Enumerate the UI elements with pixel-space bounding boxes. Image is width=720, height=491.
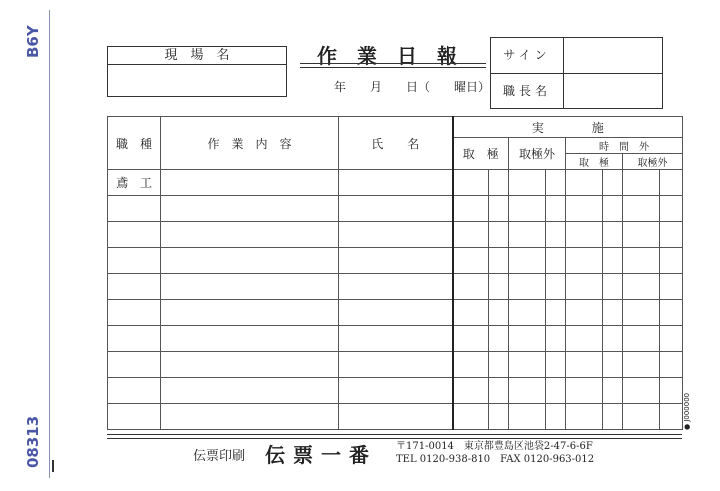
header-ot-take: 取 極 bbox=[566, 154, 623, 170]
table-cell[interactable] bbox=[339, 248, 453, 274]
table-cell[interactable] bbox=[489, 248, 509, 274]
table-cell[interactable] bbox=[603, 196, 623, 222]
table-cell[interactable] bbox=[489, 274, 509, 300]
table-cell[interactable] bbox=[546, 326, 566, 352]
table-cell[interactable] bbox=[603, 404, 623, 430]
table-cell[interactable] bbox=[546, 170, 566, 196]
table-cell[interactable] bbox=[546, 222, 566, 248]
table-cell[interactable] bbox=[660, 170, 683, 196]
footer-rule bbox=[107, 434, 682, 439]
margin-line bbox=[49, 10, 50, 478]
table-cell[interactable] bbox=[546, 248, 566, 274]
table-cell[interactable] bbox=[623, 378, 660, 404]
table-row bbox=[108, 196, 683, 222]
header-actual: 実 施 bbox=[453, 117, 683, 138]
table-cell[interactable] bbox=[660, 352, 683, 378]
date-line: 年 月 日（ 曜日） bbox=[334, 80, 491, 94]
table-cell[interactable] bbox=[108, 222, 161, 248]
table-cell[interactable] bbox=[566, 352, 603, 378]
header-name: 氏 名 bbox=[339, 117, 453, 170]
table-cell[interactable] bbox=[161, 300, 339, 326]
table-cell[interactable] bbox=[546, 196, 566, 222]
foreman-label: 職長名 bbox=[491, 74, 564, 109]
table-cell[interactable] bbox=[603, 326, 623, 352]
table-cell[interactable] bbox=[660, 274, 683, 300]
table-cell[interactable] bbox=[660, 196, 683, 222]
table-cell[interactable] bbox=[453, 170, 489, 196]
table-cell[interactable] bbox=[339, 378, 453, 404]
site-name-label: 現 場 名 bbox=[108, 47, 286, 65]
table-cell[interactable] bbox=[623, 300, 660, 326]
table-cell[interactable] bbox=[509, 352, 546, 378]
table-cell[interactable] bbox=[509, 404, 546, 430]
table-cell[interactable] bbox=[603, 248, 623, 274]
table-cell[interactable] bbox=[339, 300, 453, 326]
table-cell[interactable] bbox=[108, 352, 161, 378]
table-cell[interactable] bbox=[489, 326, 509, 352]
table-cell[interactable] bbox=[453, 300, 489, 326]
table-cell[interactable] bbox=[623, 274, 660, 300]
sign-field[interactable] bbox=[564, 38, 662, 73]
table-row bbox=[108, 404, 683, 430]
table-cell[interactable] bbox=[161, 170, 339, 196]
table-cell[interactable] bbox=[489, 196, 509, 222]
table-cell[interactable] bbox=[603, 222, 623, 248]
table-row bbox=[108, 300, 683, 326]
table-cell[interactable] bbox=[108, 300, 161, 326]
title-underline bbox=[300, 63, 486, 68]
table-cell[interactable] bbox=[660, 378, 683, 404]
table-cell[interactable] bbox=[509, 196, 546, 222]
table-cell[interactable] bbox=[161, 378, 339, 404]
site-name-box bbox=[107, 46, 287, 97]
table-cell[interactable] bbox=[566, 196, 603, 222]
foreman-field[interactable] bbox=[564, 74, 662, 109]
table-cell[interactable] bbox=[546, 274, 566, 300]
table-cell[interactable] bbox=[489, 300, 509, 326]
table-cell[interactable] bbox=[546, 300, 566, 326]
sign-label: サイン bbox=[491, 38, 564, 73]
table-cell[interactable] bbox=[603, 170, 623, 196]
page-title: 作業日報 bbox=[317, 44, 477, 68]
table-cell[interactable] bbox=[623, 404, 660, 430]
table-cell[interactable] bbox=[339, 352, 453, 378]
table-cell[interactable] bbox=[161, 222, 339, 248]
table-cell[interactable] bbox=[566, 222, 603, 248]
table-cell[interactable] bbox=[108, 404, 161, 430]
table-cell[interactable] bbox=[161, 326, 339, 352]
footer-brand-small: 伝票印刷 bbox=[193, 449, 246, 464]
table-cell[interactable] bbox=[339, 404, 453, 430]
table-cell[interactable] bbox=[509, 170, 546, 196]
form-code: ● J000000 bbox=[683, 392, 691, 430]
table-cell[interactable] bbox=[509, 248, 546, 274]
table-cell[interactable] bbox=[161, 248, 339, 274]
table-cell[interactable] bbox=[453, 274, 489, 300]
table-cell[interactable] bbox=[623, 222, 660, 248]
table-cell[interactable] bbox=[339, 274, 453, 300]
table-cell[interactable]: 鳶 工 bbox=[108, 170, 161, 196]
table-cell[interactable] bbox=[603, 378, 623, 404]
table-cell[interactable] bbox=[566, 170, 603, 196]
header-take-extra: 取極外 bbox=[509, 138, 566, 170]
table-cell[interactable] bbox=[453, 196, 489, 222]
table-cell[interactable] bbox=[660, 404, 683, 430]
table-cell[interactable] bbox=[339, 326, 453, 352]
table-row bbox=[108, 274, 683, 300]
table-cell[interactable] bbox=[161, 404, 339, 430]
table-cell[interactable] bbox=[108, 248, 161, 274]
table-row bbox=[108, 326, 683, 352]
table-cell[interactable] bbox=[108, 196, 161, 222]
footer-brand-big: 伝票一番 bbox=[265, 443, 377, 467]
table-cell[interactable] bbox=[623, 352, 660, 378]
table-cell[interactable] bbox=[453, 404, 489, 430]
table-cell[interactable] bbox=[509, 222, 546, 248]
table-cell[interactable] bbox=[660, 248, 683, 274]
header-take: 取 極 bbox=[453, 138, 509, 170]
table-cell[interactable] bbox=[453, 326, 489, 352]
table-cell[interactable] bbox=[623, 326, 660, 352]
header-trade: 職 種 bbox=[108, 117, 161, 170]
table-cell[interactable] bbox=[453, 352, 489, 378]
table-cell[interactable] bbox=[489, 378, 509, 404]
margin-tick bbox=[52, 460, 54, 472]
header-overtime: 時 間 外 bbox=[566, 138, 683, 154]
table-cell[interactable] bbox=[339, 222, 453, 248]
table-cell[interactable] bbox=[509, 300, 546, 326]
table-cell[interactable] bbox=[566, 274, 603, 300]
table-cell[interactable] bbox=[161, 196, 339, 222]
table-cell[interactable] bbox=[603, 352, 623, 378]
table-cell[interactable] bbox=[509, 326, 546, 352]
table-cell[interactable] bbox=[489, 170, 509, 196]
table-cell[interactable] bbox=[660, 222, 683, 248]
table-cell[interactable] bbox=[566, 300, 603, 326]
sign-box bbox=[490, 37, 663, 109]
header-ot-take-extra: 取極外 bbox=[623, 154, 683, 170]
table-cell[interactable] bbox=[453, 378, 489, 404]
header-work: 作 業 内 容 bbox=[161, 117, 339, 170]
table-row bbox=[108, 170, 683, 196]
table-cell[interactable] bbox=[108, 326, 161, 352]
table-cell[interactable] bbox=[509, 378, 546, 404]
table-cell[interactable] bbox=[546, 352, 566, 378]
work-table bbox=[107, 116, 683, 430]
table-cell[interactable] bbox=[339, 196, 453, 222]
table-cell[interactable] bbox=[546, 378, 566, 404]
table-cell[interactable] bbox=[623, 170, 660, 196]
site-name-field[interactable] bbox=[108, 65, 286, 97]
table-cell[interactable] bbox=[566, 248, 603, 274]
table-cell[interactable] bbox=[161, 352, 339, 378]
table-cell[interactable] bbox=[623, 248, 660, 274]
size-code: B6Y bbox=[24, 25, 42, 58]
table-cell[interactable] bbox=[108, 274, 161, 300]
table-cell[interactable] bbox=[489, 222, 509, 248]
table-row bbox=[108, 352, 683, 378]
table-cell[interactable] bbox=[339, 170, 453, 196]
table-cell[interactable] bbox=[660, 300, 683, 326]
table-cell[interactable] bbox=[623, 196, 660, 222]
table-cell[interactable] bbox=[453, 222, 489, 248]
table-cell[interactable] bbox=[603, 274, 623, 300]
table-cell[interactable] bbox=[161, 274, 339, 300]
footer-tel: TEL 0120-938-810 FAX 0120-963-012 bbox=[396, 454, 595, 465]
table-cell[interactable] bbox=[489, 352, 509, 378]
table-row bbox=[108, 248, 683, 274]
product-code: 08313 bbox=[24, 415, 42, 468]
table-cell[interactable] bbox=[566, 378, 603, 404]
table-cell[interactable] bbox=[660, 326, 683, 352]
table-cell[interactable] bbox=[546, 404, 566, 430]
table-cell[interactable] bbox=[453, 248, 489, 274]
footer-address: 〒171-0014 東京都豊島区池袋2-47-6-6F bbox=[396, 441, 593, 452]
table-row bbox=[108, 378, 683, 404]
table-cell[interactable] bbox=[108, 378, 161, 404]
table-cell[interactable] bbox=[566, 326, 603, 352]
table-row bbox=[108, 222, 683, 248]
table-cell[interactable] bbox=[489, 404, 509, 430]
table-cell[interactable] bbox=[509, 274, 546, 300]
table-cell[interactable] bbox=[603, 300, 623, 326]
table-cell[interactable] bbox=[566, 404, 603, 430]
